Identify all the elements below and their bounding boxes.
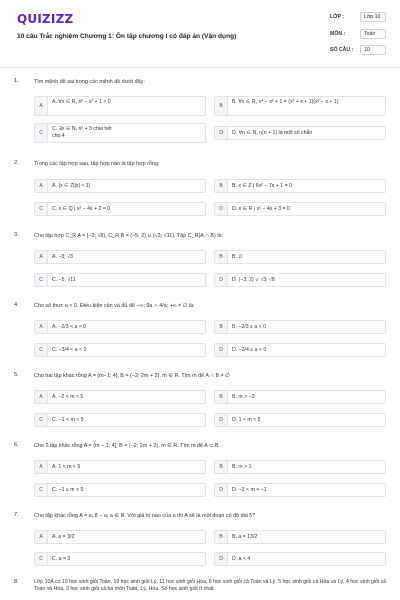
question-text: Trong các tập hợp sau, tập hợp nào là tập hợp rỗng: — [34, 161, 160, 167]
question-text: Cho 2 tập khác rỗng A = (m − 1; 4]; B = (−2; 2m + 2), m ∈ R. Tìm m để A ⊂ B — [34, 443, 219, 449]
option-letter: A — [35, 531, 48, 543]
option-letter: C — [35, 274, 48, 286]
option-d[interactable] — [214, 273, 386, 287]
option-text: B. ∅ — [232, 254, 243, 260]
option-a[interactable] — [34, 530, 206, 544]
option-letter: B — [215, 321, 228, 333]
option-text: D. x ∈ R | x² − 4x + 3 = 0 — [232, 206, 290, 212]
option-b[interactable] — [214, 320, 386, 334]
class-label: LỚP : — [330, 14, 345, 20]
option-text: D. ∀n ∈ N, n(n + 1) là một số chẵn — [232, 130, 313, 136]
question-text: Cho tập hợp C_R A = [−3; √8), C_R B = (−5; 2) ∪ (√3; √11). Tập C_R(A ∩ B) là: — [34, 233, 224, 239]
question-number: 4. — [14, 302, 19, 308]
option-c[interactable] — [34, 413, 206, 427]
option-c[interactable] — [34, 343, 206, 357]
option-a[interactable] — [34, 460, 206, 474]
option-letter: D — [215, 414, 228, 426]
option-text: D. 1 < m < 5 — [232, 417, 261, 423]
question-number: 2. — [14, 160, 19, 166]
question-number: 7. — [14, 512, 19, 518]
option-a[interactable] — [34, 179, 206, 193]
option-c[interactable] — [34, 123, 206, 143]
option-text: A. −3; √3 — [52, 254, 73, 260]
option-letter: B — [215, 461, 228, 473]
option-letter: D — [215, 484, 228, 496]
option-letter: A — [35, 97, 48, 115]
option-b[interactable] — [214, 530, 386, 544]
option-letter: C — [35, 484, 48, 496]
quizizz-logo[interactable]: QUIZIZZ — [17, 12, 74, 26]
option-d[interactable] — [214, 552, 386, 566]
option-letter: A — [35, 180, 48, 192]
question-text: Cho số thực a < 0. Điều kiện cần và đủ để −∞; 9a ∩ 4/a; +∞ ≠ ∅ là: — [34, 303, 195, 309]
option-letter: C — [35, 344, 48, 356]
option-letter: B — [215, 391, 228, 403]
option-letter: A — [35, 461, 48, 473]
question-text: Cho hai tập khác rỗng A = (m−1; 4]; B = (−2; 2m + 2), m ∈ R. Tìm m để A ∩ B ≠ ∅ — [34, 373, 230, 379]
option-d[interactable] — [214, 413, 386, 427]
option-letter: B — [215, 97, 228, 115]
option-b[interactable] — [214, 96, 386, 116]
option-c[interactable] — [34, 552, 206, 566]
option-d[interactable] — [214, 202, 386, 216]
option-text: A. −2 < m < 5 — [52, 394, 84, 400]
option-text: C. −1 ≤ m < 5 — [52, 487, 84, 493]
option-b[interactable] — [214, 390, 386, 404]
option-b[interactable] — [214, 179, 386, 193]
page-title: 10 câu Trắc nghiệm Chương 1: Ôn tập chương I có đáp án (Vận dụng) — [17, 33, 237, 40]
option-text: C. x ∈ Q | x² − 4x + 2 = 0 — [52, 206, 111, 212]
option-letter: C — [35, 414, 48, 426]
option-text: C. −1 < m < 5 — [52, 417, 84, 423]
option-text: B. m > −3 — [232, 394, 255, 400]
option-text: D. a < 4 — [232, 556, 251, 562]
option-letter: D — [215, 553, 228, 565]
option-d[interactable] — [214, 126, 386, 140]
option-text: D. (−3; 2) ∪ √3; √8 — [232, 277, 275, 283]
option-text: D. −2 < m < −1 — [232, 487, 267, 493]
option-text: A. ∀x ∈ R, x² − x² + 1 > 0 — [52, 99, 111, 105]
option-text: A. 1 < m < 5 — [52, 464, 81, 470]
option-a[interactable] — [34, 250, 206, 264]
option-text: A. {x ∈ Z||x| < 1} — [52, 183, 91, 189]
question-count-label: SỐ CÂU : — [330, 47, 354, 53]
option-c[interactable] — [34, 273, 206, 287]
question-number: 3. — [14, 232, 19, 238]
option-text: D. −3/4 ≤ a < 0 — [232, 347, 267, 353]
question-text: Cho tập khác rỗng A = a; 8 − a, a ∈ R. Với giá trị nào của a thì A sẽ là một đoạn có độ dài 5? — [34, 513, 256, 519]
option-letter: C — [35, 203, 48, 215]
subject-value: Toán — [360, 29, 386, 39]
option-letter: A — [35, 391, 48, 403]
question-text: Tìm mệnh đề sai trong các mệnh đề dưới đây: — [34, 79, 145, 85]
option-letter: D — [215, 344, 228, 356]
option-letter: C — [35, 553, 48, 565]
option-text: B. −2/3 ≤ a < 0 — [232, 324, 266, 330]
option-c[interactable] — [34, 483, 206, 497]
option-text: C. a = 3 — [52, 556, 71, 562]
option-letter: A — [35, 251, 48, 263]
option-letter: B — [215, 180, 228, 192]
question-number: 6. — [14, 442, 19, 448]
header — [0, 0, 400, 68]
option-letter: B — [215, 251, 228, 263]
option-letter: D — [215, 274, 228, 286]
option-b[interactable] — [214, 460, 386, 474]
question-number: 8. — [14, 579, 19, 585]
option-letter: A — [35, 321, 48, 333]
question-text: Lớp 10A có 10 học sinh giỏi Toán, 10 học sinh giỏi Lý, 11 học sinh giỏi Hóa, 6 học sinh giỏi cả Toán và Lý, 5 học sinh giỏi cả Hóa và Lý, 4 học sinh giỏi cả Toán và Hóa, 3 học sinh giỏi cả ba môn Toán, Lý, Hóa. Số học sinh giỏi ít nhất — [34, 579, 387, 592]
question-number: 1. — [14, 78, 19, 84]
option-text: B. ∀x ∈ R, x⁴ − x² + 1 = (x² + x + 1)(x² − x + 1) — [232, 99, 339, 105]
option-letter: D — [215, 203, 228, 215]
option-text: B. a = 13/2 — [232, 534, 258, 540]
option-letter: D — [215, 127, 228, 139]
option-text: B. m > 1 — [232, 464, 252, 470]
question-number: 5. — [14, 372, 19, 378]
option-letter: B — [215, 531, 228, 543]
option-letter: C — [35, 124, 48, 142]
option-text: C. −5; √11 — [52, 277, 76, 283]
option-a[interactable] — [34, 96, 206, 116]
subject-label: MÔN : — [330, 31, 346, 37]
option-a[interactable] — [34, 390, 206, 404]
option-c[interactable] — [34, 202, 206, 216]
option-d[interactable] — [214, 343, 386, 357]
option-d[interactable] — [214, 483, 386, 497]
option-b[interactable] — [214, 250, 386, 264]
question-count-value: 10 — [360, 45, 386, 55]
option-text: B. x ∈ Z | 6x² − 7x + 1 = 0 — [232, 183, 292, 189]
option-text: A. −2/3 < a < 0 — [52, 324, 87, 330]
option-text: C. ∃x ∈ N, n² + 3 chia hết cho 4 — [52, 126, 112, 139]
option-a[interactable] — [34, 320, 206, 334]
option-text: C. −3/4 < a < 0 — [52, 347, 87, 353]
class-value: Lớp 10 — [360, 12, 386, 22]
option-text: A. a = 3/2 — [52, 534, 75, 540]
